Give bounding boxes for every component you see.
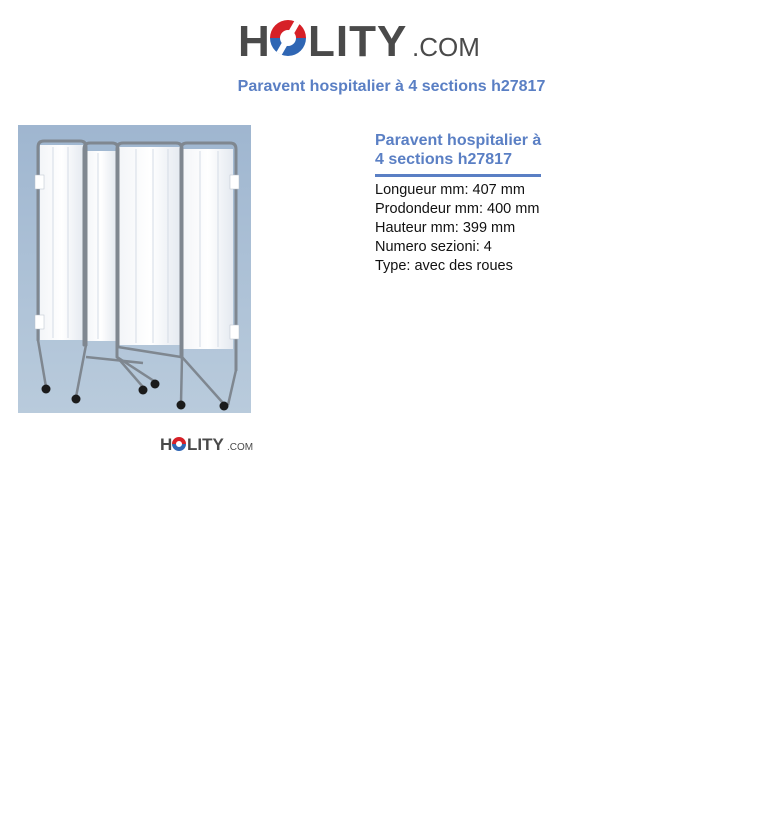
svg-text:LITY: LITY	[187, 435, 224, 454]
spec-type: Type: avec des roues	[375, 258, 513, 274]
spec-depth: Prodondeur mm: 400 mm	[375, 201, 540, 217]
product-details	[375, 131, 545, 276]
folding-screen-photo-icon	[18, 125, 251, 413]
svg-text:.COM: .COM	[412, 32, 480, 62]
svg-text:H: H	[238, 17, 270, 66]
spec-height: Hauteur mm: 399 mm	[375, 220, 516, 236]
brand-logo	[238, 12, 482, 64]
title-divider	[375, 174, 541, 177]
page-title: Paravent hospitalier à 4 sections h27817	[237, 78, 546, 95]
holity-logo-small-icon	[160, 433, 254, 455]
svg-text:.COM: .COM	[227, 442, 254, 453]
svg-text:LITY: LITY	[308, 17, 408, 66]
spec-sections: Numero sezioni: 4	[375, 239, 492, 255]
spec-list	[375, 181, 545, 276]
product-image	[18, 125, 251, 413]
spec-length: Longueur mm: 407 mm	[375, 182, 525, 198]
holity-logo-icon	[238, 12, 482, 64]
svg-text:H: H	[160, 435, 173, 454]
product-title: Paravent hospitalier à 4 sections h27817	[375, 132, 542, 168]
brand-logo-small	[160, 433, 254, 455]
